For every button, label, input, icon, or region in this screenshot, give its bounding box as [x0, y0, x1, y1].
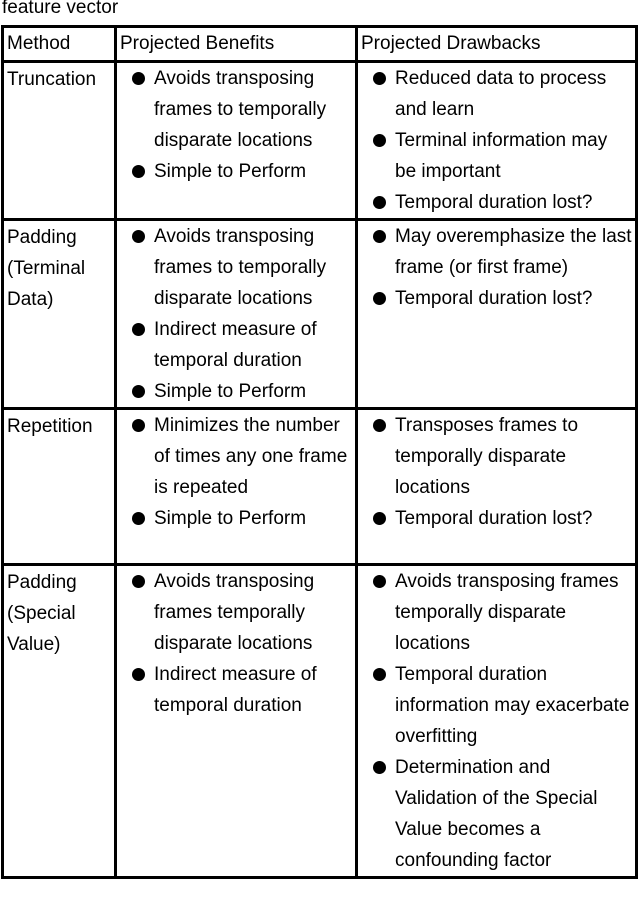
benefits-cell: [116, 220, 357, 409]
header-row: [3, 27, 637, 62]
benefits-item: Avoids transposing frames to temporally disparate locations: [132, 63, 353, 156]
drawbacks-item: Determination and Validation of the Special Value becomes a confounding factor: [373, 752, 633, 876]
drawbacks-item: May overemphasize the last frame (or first frame): [373, 221, 633, 283]
header-benefits: Projected Benefits: [116, 27, 357, 62]
benefits-item: Avoids transposing frames to temporally disparate locations: [132, 221, 353, 314]
table-row: [3, 62, 637, 220]
benefits-cell: [116, 409, 357, 565]
drawbacks-list: [361, 410, 635, 534]
drawbacks-item: Terminal information may be important: [373, 125, 633, 187]
comparison-table: [1, 25, 638, 879]
table-row: [3, 565, 637, 878]
benefits-list: [120, 410, 355, 534]
drawbacks-cell: [357, 220, 637, 409]
benefits-cell: [116, 565, 357, 878]
drawbacks-cell: [357, 565, 637, 878]
method-cell: Padding (Special Value): [3, 565, 116, 878]
drawbacks-list: [361, 566, 635, 876]
benefits-item: Avoids transposing frames temporally disparate locations: [132, 566, 353, 659]
benefits-item: Indirect measure of temporal duration: [132, 314, 353, 376]
header-drawbacks: Projected Drawbacks: [357, 27, 637, 62]
benefits-item: Simple to Perform: [132, 376, 353, 407]
benefits-item: Minimizes the number of times any one frame is repeated: [132, 410, 353, 503]
method-cell: Truncation: [3, 62, 116, 220]
benefits-list: [120, 566, 355, 721]
benefits-item: Indirect measure of temporal duration: [132, 659, 353, 721]
drawbacks-item: Temporal duration lost?: [373, 187, 633, 218]
benefits-cell: [116, 62, 357, 220]
benefits-item: Simple to Perform: [132, 156, 353, 187]
drawbacks-item: Avoids transposing frames temporally disparate locations: [373, 566, 633, 659]
benefits-list: [120, 63, 355, 187]
benefits-list: [120, 221, 355, 407]
benefits-item: Simple to Perform: [132, 503, 353, 534]
table-row: [3, 220, 637, 409]
drawbacks-item: Reduced data to process and learn: [373, 63, 633, 125]
drawbacks-cell: [357, 62, 637, 220]
drawbacks-list: [361, 221, 635, 314]
table-row: [3, 409, 637, 565]
drawbacks-item: Temporal duration lost?: [373, 503, 633, 534]
method-cell: Repetition: [3, 409, 116, 565]
method-cell: Padding (Terminal Data): [3, 220, 116, 409]
drawbacks-item: Temporal duration information may exacerbate overfitting: [373, 659, 633, 752]
drawbacks-cell: [357, 409, 637, 565]
drawbacks-item: Temporal duration lost?: [373, 283, 633, 314]
drawbacks-list: [361, 63, 635, 218]
drawbacks-item: Transposes frames to temporally disparate locations: [373, 410, 633, 503]
table-caption: feature vector: [2, 0, 119, 18]
header-method: Method: [3, 27, 116, 62]
